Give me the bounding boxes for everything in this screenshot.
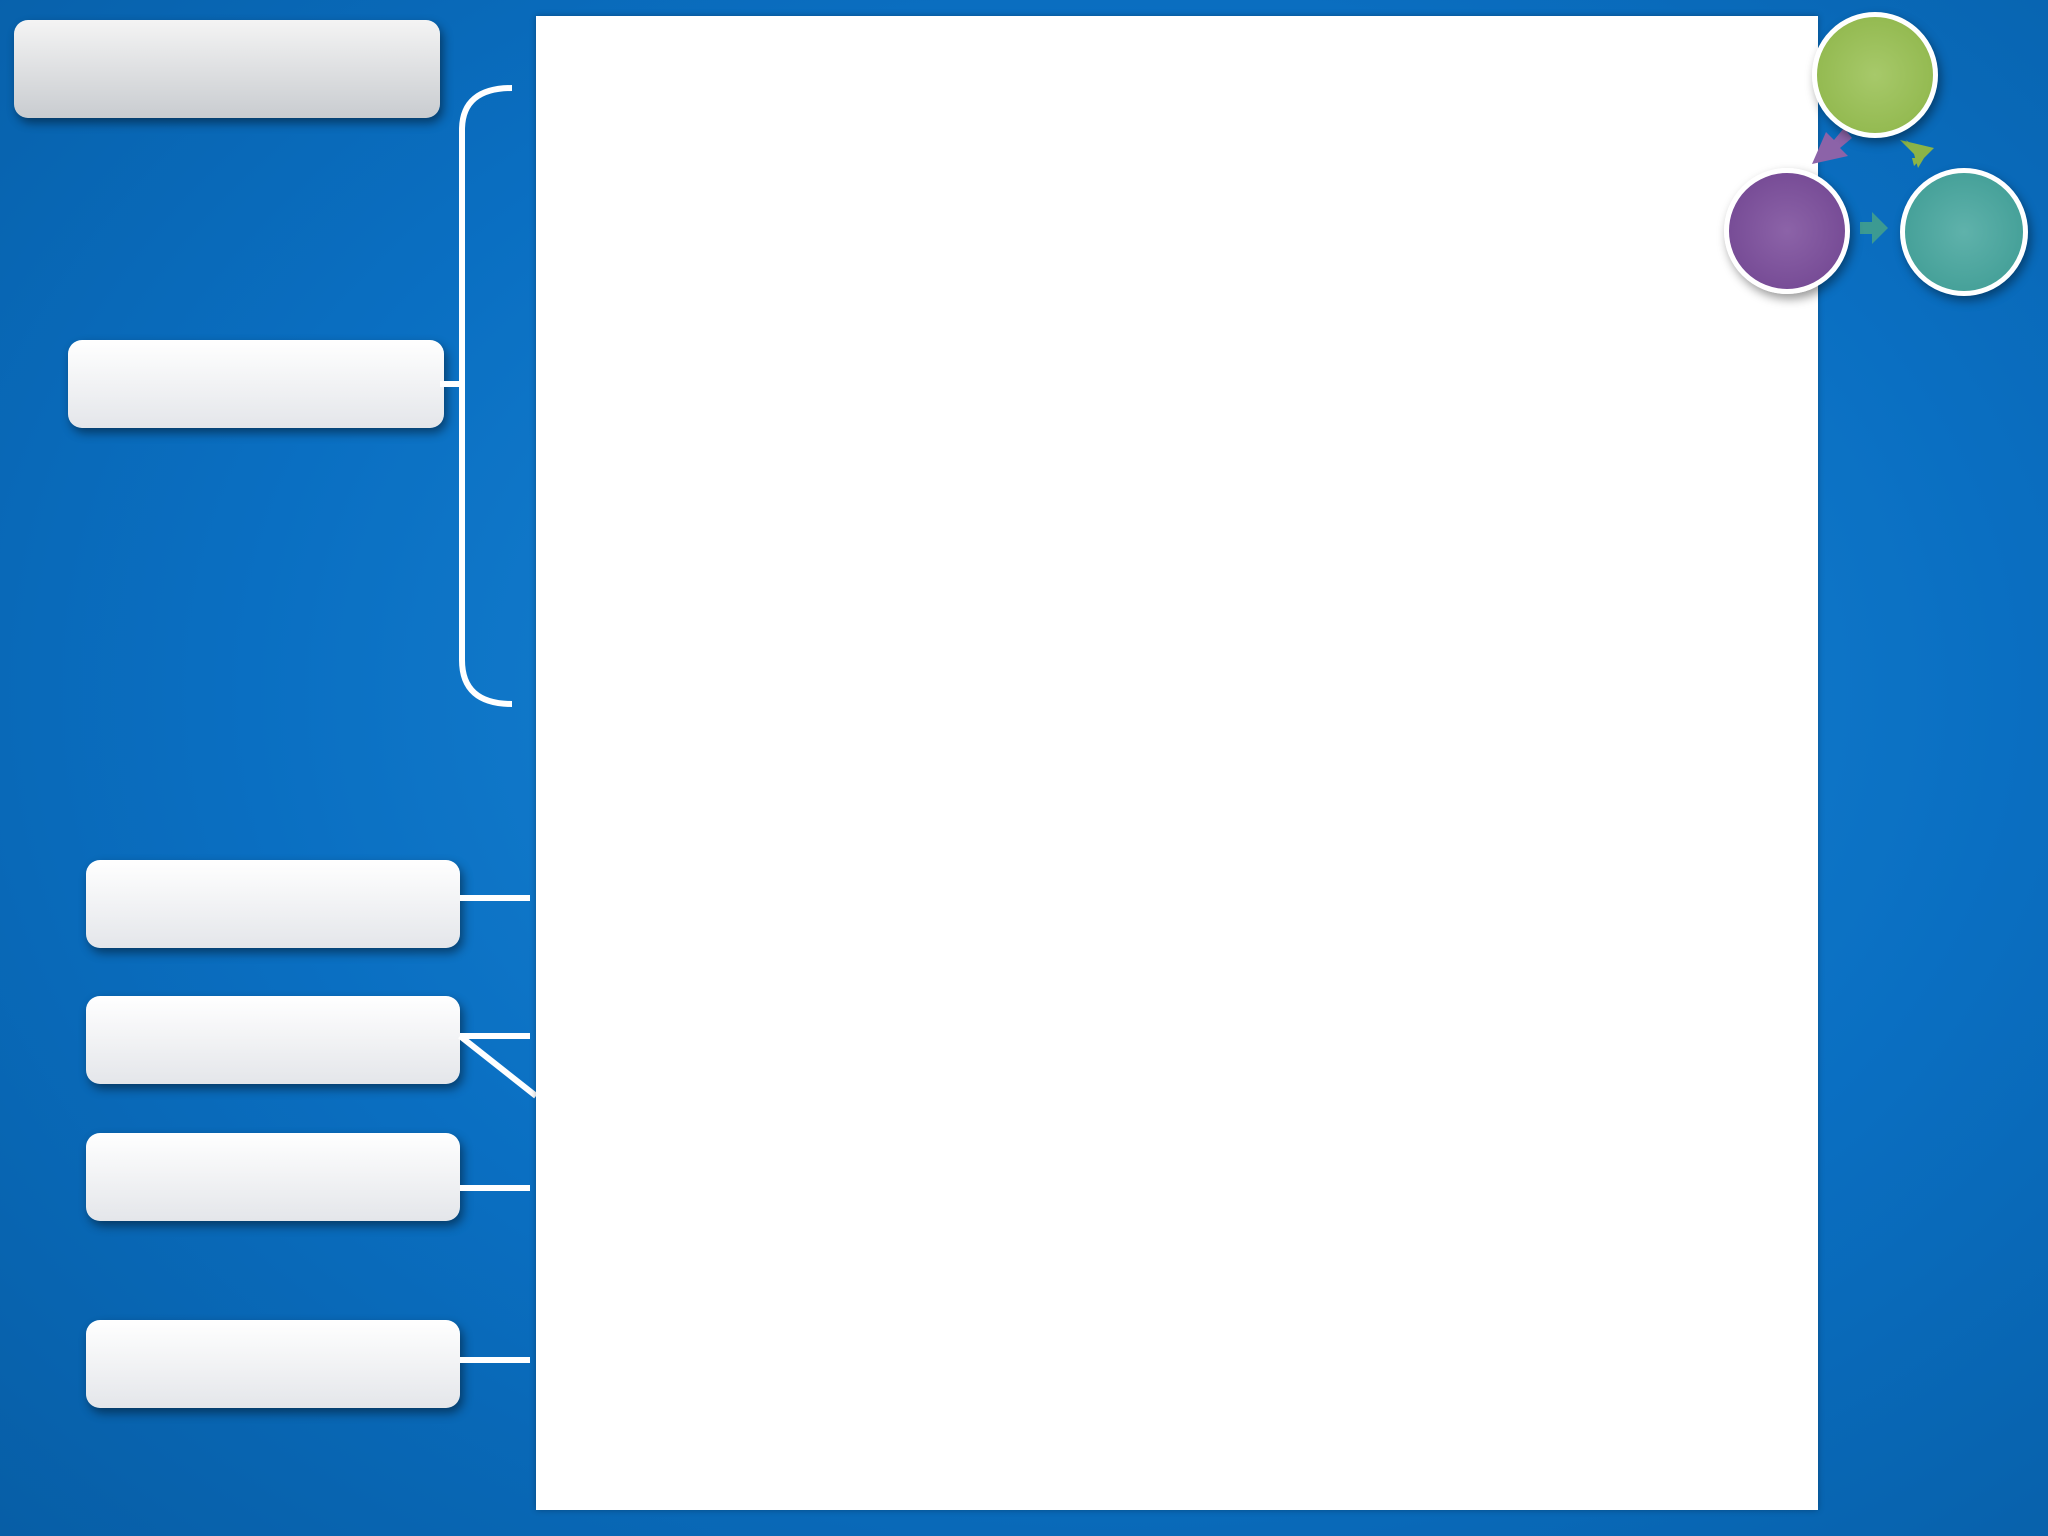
cycle-design [1812,12,1938,138]
cycle-uptake [1724,168,1850,294]
cycle-delivery-exchange [1900,168,2028,296]
